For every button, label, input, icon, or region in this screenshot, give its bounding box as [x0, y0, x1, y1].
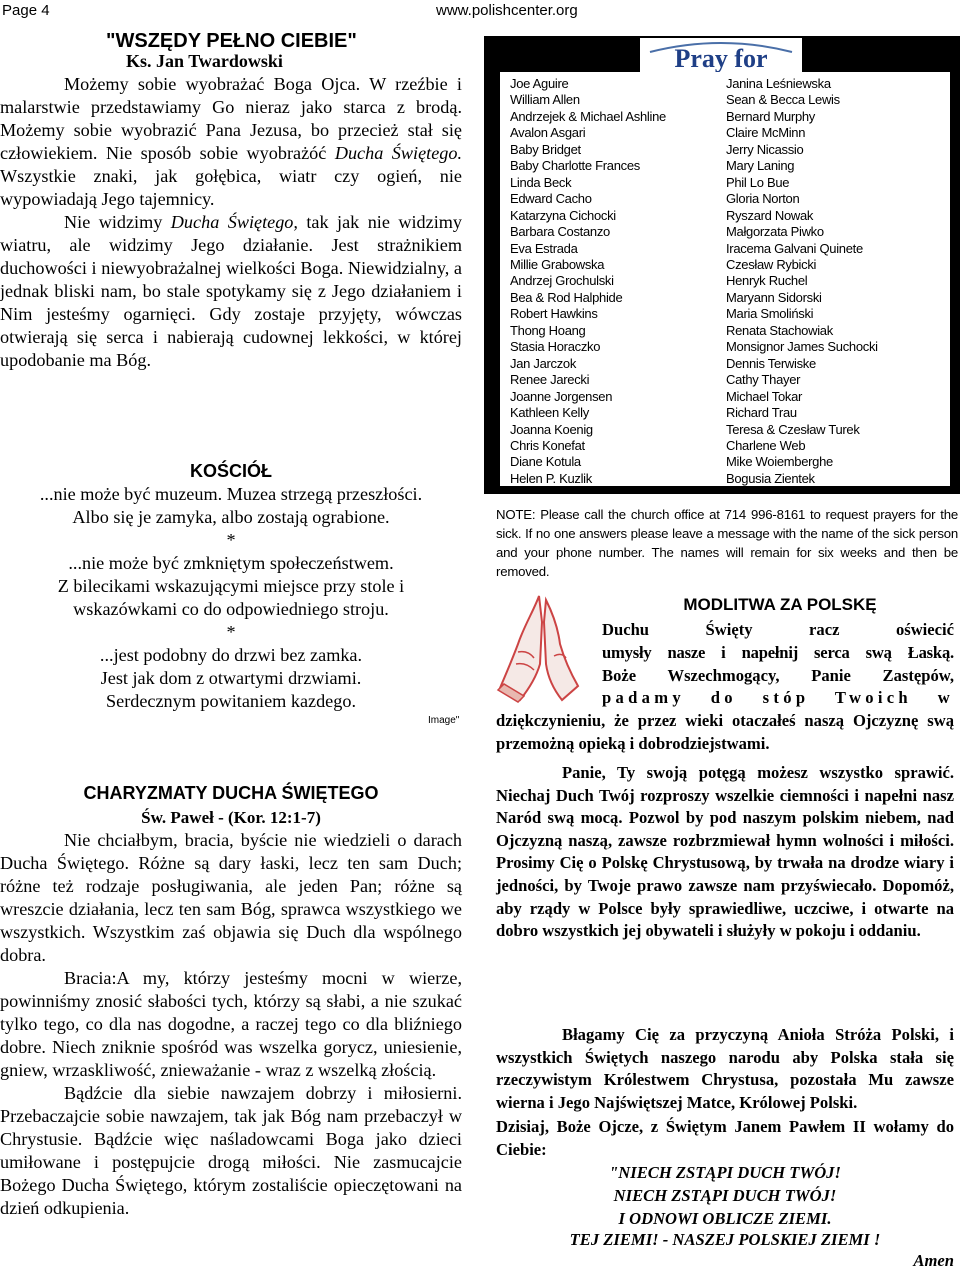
prayer-chant: TEJ ZIEMI! - NASZEJ POLSKIEJ ZIEMI ! [569, 1230, 881, 1249]
prayer-name: Bernard Murphy [726, 108, 816, 124]
prayer-name: Richard Trau [726, 405, 797, 421]
prayer-name: William Allen [510, 92, 580, 108]
praying-hands-icon [494, 592, 594, 704]
prayer-name: Baby Charlotte Frances [510, 158, 640, 174]
prayer-name: Linda Beck [510, 174, 572, 190]
website-url[interactable]: www.polishcenter.org [436, 2, 578, 19]
article-paragraph: Możemy sobie wyobrażać Boga Ojca. W rzeźbie i malarstwie przedstawiamy Go nieraz jako starca z brodą. Możemy sobie wyobrazić Pana Jezusa, bo przecież stał się człowiekiem. Nie sposób sobie wyobrażóć Ducha Świętego. Wszystkie znaki, jak gołębica, wiatr czy ogień, nie wypowiadają Jego tajemnicy. [0, 74, 463, 209]
prayer-name: Iracema Galvani Quinete [726, 240, 863, 256]
prayer-name: Eva Estrada [510, 240, 578, 256]
charisms-title: CHARYZMATY DUCHA ŚWIĘTEGO [83, 783, 379, 803]
prayer-name: Stasia Horaczko [510, 339, 601, 355]
prayer-name: Andrzejek & Michael Ashline [510, 108, 666, 124]
prayer-paragraph: Błagamy Cię za przyczyną Anioła Stróża Polski, i wszystkich Świętych naszego narodu aby Polska stała się rzeczywistym Królestwem Chrystusa, pozostała Mu zawsze wierna i Jego Najświętszej Matce, Królowej Polski. [496, 1025, 954, 1112]
prayer-name: Renata Stachowiak [726, 322, 833, 338]
page-number: Page 4 [2, 2, 50, 19]
prayer-chant: NIECH ZSTĄPI DUCH TWÓJ! [613, 1186, 837, 1205]
prayer-name: Dennis Terwiske [726, 355, 816, 371]
prayer-name: Millie Grabowska [510, 256, 605, 272]
image-caption: Image" [428, 715, 460, 726]
prayer-name: Małgorzata Piwko [726, 224, 824, 240]
church-line: ...nie może być zmkniętym społeczeństwem. [68, 553, 394, 573]
article-author: Ks. Jan Twardowski [126, 51, 283, 71]
church-line: Jest jak dom z otwartymi drzwiami. [100, 668, 362, 688]
prayer-name: Edward Cacho [510, 191, 592, 207]
prayer-names-col1 [510, 76, 666, 487]
prayer-name: Maria Smoliński [726, 306, 814, 322]
prayer-name: Monsignor James Suchocki [726, 339, 878, 355]
prayer-paragraph: Panie, Ty swoją potęgą możesz wszystko sprawić. Niechaj Duch Twój rozproszy wszelkie ciemności i napełni nasz Naród swą mocą. Pozwol by pod naszym polskim niebem, nad Ojczyzną naszą, zawsze rozbrzmiewał hymn wolności i miłości. Prosimy Cię o Polskę Chrystusową, by trwała na drodze wiary i jedności, by Twoje prawo zawsze nam przyświecało. Dopomóż, aby rządy w Polsce były sprawiedliwe, uczciwe, i otwarte na dobro wszystkich jej obywateli i służyły w pokoju i oddaniu. [496, 763, 954, 941]
church-line: ...nie może być muzeum. Muzea strzegą przeszłości. [39, 484, 423, 504]
prayer-name: Joanne Jorgensen [510, 388, 613, 404]
prayer-line: Boże Wszechmogący, Panie Zastępów, [602, 666, 954, 685]
prayer-name: Joe Aguire [510, 76, 569, 91]
prayer-name: Renee Jarecki [510, 372, 590, 388]
prayer-name: Jan Jarczok [510, 355, 577, 371]
charisms-paragraph: Bracia:A my, którzy jesteśmy mocni w wierze, powinniśmy znosić słabości tych, którzy są słabi, a nie szukać tylko tego, co dla nas dogodne, a raczej tego co dla bliźniego dobre. Niech zniknie spośród was wszelka gorycz, uniesienie, gniew, wrzaskliwość, znieważanie - wraz z wszelką złością. [0, 968, 462, 1080]
prayer-name: Henryk Ruchel [726, 273, 808, 289]
prayer-name: Gloria Norton [726, 191, 800, 207]
prayer-name: Mary Laning [726, 158, 795, 174]
church-line: * [226, 622, 236, 642]
svg-text:Pray for: Pray for [674, 44, 768, 72]
prayer-line: Duchu Święty racz oświecić [602, 620, 954, 639]
prayer-title: MODLITWA ZA POLSKĘ [683, 595, 877, 614]
article-title: "WSZĘDY PEŁNO CIEBIE" [106, 30, 357, 52]
prayer-name: Avalon Asgari [510, 125, 586, 141]
church-line: Albo się je zamyka, albo zostają ograbione. [72, 507, 390, 527]
prayer-name: Barbara Costanzo [510, 224, 610, 240]
charisms-subtitle: Św. Paweł - (Kor. 12:1-7) [141, 808, 321, 827]
prayer-name: Helen P. Kuzlik [510, 470, 592, 486]
church-line: Serdecznym powitaniem kazdego. [106, 691, 356, 711]
prayer-name: Janina Leśniewska [726, 76, 831, 91]
charisms-body [0, 829, 462, 1220]
prayer-name: Teresa & Czesław Turek [726, 421, 860, 437]
charisms-paragraph: Nie chciałbym, bracia, byście nie wiedzieli o darach Ducha Świętego. Różne są dary łaski, lecz ten sam Duch; różne też rodzaje posługiwania, ale jeden Pan; różne są wreszcie działania, lecz ten sam Bóg, sprawca wszystkiego we wszystkich. Wszystkim zaś objawia się Duch dla wspólnego dobra. [0, 830, 462, 965]
prayer-name: Michael Tokar [726, 388, 803, 404]
prayer-name: Czesław Rybicki [726, 256, 817, 272]
prayer-paragraph: dziękczynieniu, że przez wieki otaczałeś naszą Ojczyznę swą przemożną opieką i dobrodziejstwami. [496, 711, 954, 753]
prayer-line: umysły nasze i napełnij serca swą Łaską. [602, 643, 954, 662]
prayer-note: NOTE: Please call the church office at 714 996-8161 to request prayers for the sick. If no one answers please leave a message with the name of the sick person and your phone number. The names will remain for six weeks and then be removed. [496, 507, 958, 579]
prayer-name: Phil Lo Bue [726, 174, 790, 190]
article-body [0, 73, 462, 372]
prayer-name: Kathleen Kelly [510, 405, 589, 421]
prayer-name: Maryann Sidorski [726, 289, 822, 305]
church-lines [0, 483, 462, 713]
pray-for-logo [640, 38, 802, 72]
prayer-name: Claire McMinn [726, 125, 806, 141]
prayer-name: Bea & Rod Halphide [510, 289, 623, 305]
prayer-name: Katarzyna Cichocki [510, 207, 616, 223]
prayer-paragraph: Dzisiaj, Boże Ojcze, z Świętym Janem Pawłem II wołamy do Ciebie: [496, 1117, 954, 1159]
prayer-name: Mike Woiemberghe [726, 454, 833, 470]
prayer-name: Bogusia Zientek [726, 470, 815, 486]
article-paragraph: Nie widzimy Ducha Świętego, tak jak nie widzimy wiatru, ale widzimy Jego działanie. Jest strażnikiem duchowości i niewyobrażalnej wielkości Boga. Niewidzialny, a jednak bliski nam, bo stale spotykamy się z Jego działaniem i Nim jesteśmy ogarnięci. Gdy zostaje przyjęty, wówczas otwierają się serca i nabierają cudownej lekkości, w której upodobanie ma Bóg. [0, 212, 462, 370]
prayer-name: Baby Bridget [510, 141, 581, 157]
prayer-name: Chris Konefat [510, 437, 585, 453]
church-title: KOŚCIÓŁ [189, 461, 272, 481]
prayer-name: Andrzej Grochulski [510, 273, 614, 289]
prayer-chant: "NIECH ZSTĄPI DUCH TWÓJ! [609, 1163, 841, 1182]
prayer-name: Thong Hoang [510, 322, 586, 338]
prayer-name: Jerry Nicassio [726, 141, 804, 157]
church-line: Z bilecikami wskazującymi miejsce przy stole i [57, 576, 405, 596]
church-line: * [226, 530, 236, 550]
prayer-amen: Amen [913, 1251, 954, 1270]
prayer-name: Robert Hawkins [510, 306, 598, 322]
charisms-paragraph: Bądźcie dla siebie nawzajem dobrzy i miłosierni. Przebaczajcie sobie nawzajem, tak jak Bóg nam przebaczył w Chrystusie. Bądźcie więc naśladowcami Boga jako dzieci umiłowane i postępujcie drogą miłości. Nie zasmucajcie Bożego Ducha Świętego, którym zostaliście opieczętowani na dzień odkupienia. [0, 1083, 462, 1218]
church-line: ...jest podobny do drzwi bez zamka. [99, 645, 363, 665]
prayer-name: Diane Kotula [510, 454, 581, 470]
prayer-name: Charlene Web [726, 437, 806, 453]
prayer-name: Sean & Becca Lewis [726, 92, 840, 108]
prayer-names-col2 [726, 76, 878, 487]
prayer-name: Ryszard Nowak [726, 207, 814, 223]
prayer-line: padamy do stóp Twoich w [602, 688, 954, 707]
prayer-name: Cathy Thayer [726, 372, 801, 388]
prayer-chant: I ODNOWI OBLICZE ZIEMI. [618, 1209, 832, 1228]
church-line: wskazówkami co do odpowiedniego stroju. [73, 599, 389, 619]
prayer-name: Joanna Koenig [510, 421, 593, 437]
